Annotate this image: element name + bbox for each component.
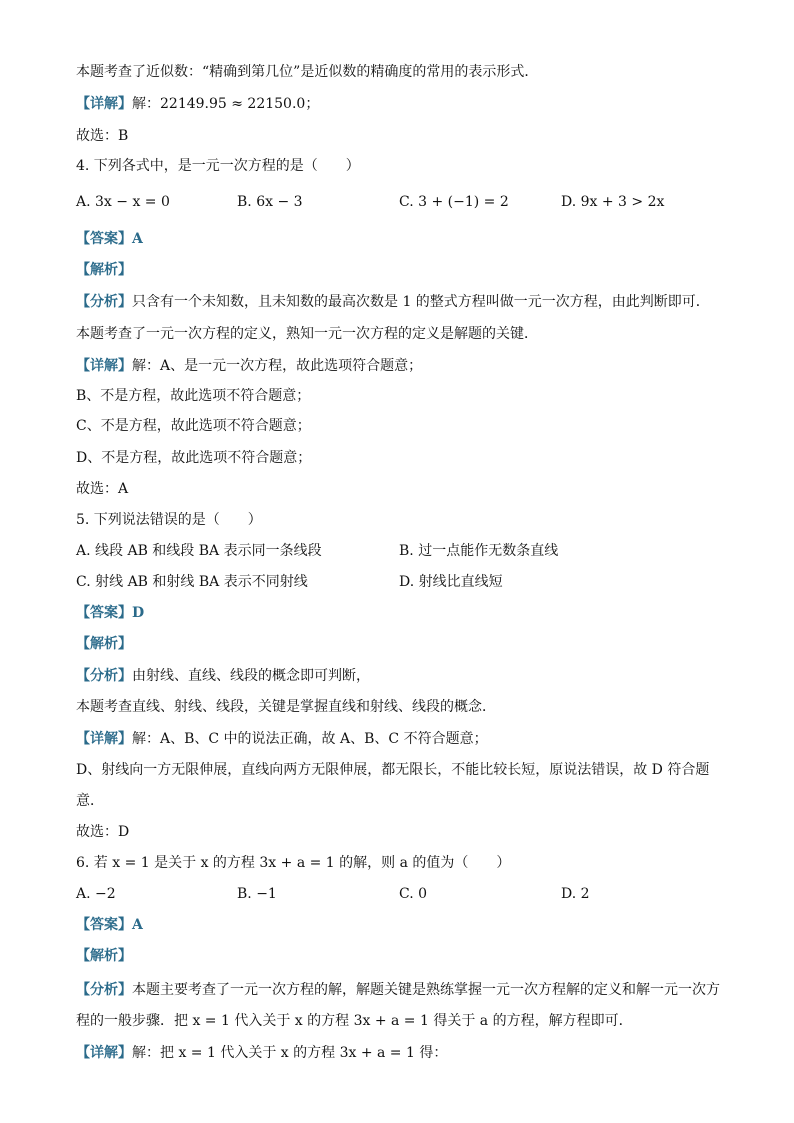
- detail-text: 解：22149.95 ≈ 22150.0；: [132, 96, 320, 112]
- detail-tag: 【详解】: [76, 1045, 132, 1061]
- q5-analysis-2: 本题考查直线、射线、线段，关键是掌握直线和射线、线段的概念．: [76, 699, 496, 715]
- text-line: 本题考查了近似数：“精确到第几位”是近似数的精确度的常用的表示形式．: [76, 64, 539, 80]
- q4-option-c: C. 3 + (−1) = 2: [399, 194, 509, 210]
- detail-text: 解：A、B、C 中的说法正确，故 A、B、C 不符合题意；: [132, 731, 488, 747]
- q5-option-c: C. 射线 AB 和射线 BA 表示不同射线: [76, 574, 308, 590]
- q4-option-d: D. 9x + 3 > 2x: [561, 194, 665, 210]
- q5-analysis-heading: 【解析】: [76, 636, 132, 652]
- analysis-tag: 【分析】: [76, 294, 132, 310]
- detail-tag: 【详解】: [76, 731, 132, 747]
- q4-analysis-heading: 【解析】: [76, 262, 132, 278]
- q4-selection: 故选：A: [76, 481, 129, 497]
- analysis-tag: 【分析】: [76, 668, 132, 684]
- detail-text: 解：A、是一元一次方程，故此选项符合题意；: [132, 358, 423, 374]
- q6-option-a: A. −2: [76, 886, 116, 902]
- q4-analysis: [76, 292, 710, 312]
- q5-detail-d: D、射线向一方无限伸展，直线向两方无限伸展，都无限长，不能比较长短，原说法错误，故 D 符合题: [76, 762, 710, 778]
- q5-option-b: B. 过一点能作无数条直线: [399, 543, 559, 559]
- q5-selection: 故选：D: [76, 824, 130, 840]
- q6-option-d: D. 2: [561, 886, 590, 902]
- q5-detail-d-cont: 意．: [76, 793, 104, 809]
- q5-answer: 【答案】D: [76, 605, 145, 621]
- selection-line: 故选：B: [76, 128, 129, 144]
- q4-detail-d: D、不是方程，故此选项不符合题意；: [76, 450, 312, 466]
- analysis-tag: 【分析】: [76, 982, 132, 998]
- q6-option-c: C. 0: [399, 886, 428, 902]
- q4-detail-c: C、不是方程，故此选项不符合题意；: [76, 418, 311, 434]
- q4-answer: 【答案】A: [76, 231, 143, 247]
- question-5-title: 5. 下列说法错误的是（ ）: [76, 512, 262, 528]
- detail-line: [76, 94, 319, 114]
- q6-detail: [76, 1043, 447, 1063]
- question-6-title: 6. 若 x = 1 是关于 x 的方程 3x + a = 1 的解，则 a 的值为（ ）: [76, 855, 511, 871]
- q6-option-b: B. −1: [237, 886, 277, 902]
- detail-tag: 【详解】: [76, 358, 132, 374]
- analysis-text: 只含有一个未知数，且未知数的最高次数是 1 的整式方程叫做一元一次方程，由此判断即可．: [132, 294, 710, 310]
- detail-text: 解：把 x = 1 代入关于 x 的方程 3x + a = 1 得：: [132, 1045, 448, 1061]
- q5-option-a: A. 线段 AB 和线段 BA 表示同一条线段: [76, 543, 322, 559]
- q6-answer: 【答案】A: [76, 917, 143, 933]
- q4-option-b: B. 6x − 3: [237, 194, 303, 210]
- q5-option-d: D. 射线比直线短: [399, 574, 503, 590]
- q4-option-a: A. 3x − x = 0: [76, 194, 170, 210]
- analysis-text: 由射线、直线、线段的概念即可判断，: [132, 668, 370, 684]
- q4-detail-b: B、不是方程，故此选项不符合题意；: [76, 388, 311, 404]
- q6-analysis-2: 程的一般步骤．把 x = 1 代入关于 x 的方程 3x + a = 1 得关于 a 的方程，解方程即可．: [76, 1013, 633, 1029]
- detail-tag: 【详解】: [76, 96, 132, 112]
- q5-analysis: [76, 666, 370, 686]
- q4-analysis-2: 本题考查了一元一次方程的定义，熟知一元一次方程的定义是解题的关键．: [76, 326, 538, 342]
- q6-analysis: [76, 980, 720, 1000]
- q6-analysis-heading: 【解析】: [76, 948, 132, 964]
- q4-detail: [76, 356, 422, 376]
- question-4-title: 4. 下列各式中，是一元一次方程的是（ ）: [76, 158, 360, 174]
- q5-detail: [76, 729, 488, 749]
- analysis-text: 本题主要考查了一元一次方程的解，解题关键是熟练掌握一元一次方程解的定义和解一元一次方: [132, 982, 720, 998]
